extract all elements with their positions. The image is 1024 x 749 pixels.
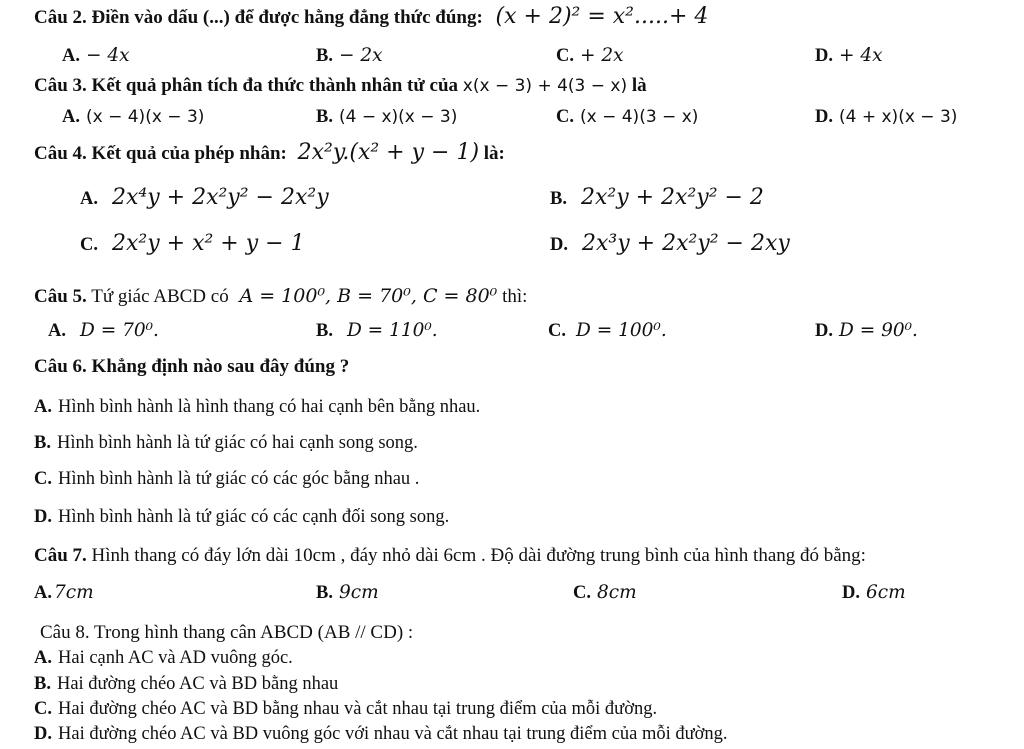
q4-option-d[interactable]: D. 2x³y + 2x²y² − 2xy (550, 231, 790, 256)
q6-option-a[interactable]: A. Hình bình hành là hình thang có hai cạnh bên bằng nhau. (34, 397, 481, 417)
q4-text: Kết quả của phép nhân: (91, 143, 287, 164)
q8-text: Trong hình thang cân ABCD (AB // CD) : (94, 622, 414, 643)
q6-option-b[interactable]: B. Hình bình hành là tứ giác có hai cạnh song song. (34, 433, 418, 453)
q4-label: Câu 4. (34, 143, 87, 164)
q5-option-c[interactable]: C. D = 100⁰. (548, 320, 667, 341)
q2-option-d[interactable]: D. + 4x (815, 45, 883, 66)
q8-option-a[interactable]: A. Hai cạnh AC và AD vuông góc. (34, 648, 293, 668)
q8-option-c[interactable]: C. Hai đường chéo AC và BD bằng nhau và cắt nhau tại trung điểm của mỗi đường. (34, 699, 658, 719)
q7-text: Hình thang có đáy lớn dài 10cm , đáy nhỏ dài 6cm . Độ dài đường trung bình của hình thang đó bằng: (91, 545, 866, 566)
q3-option-a[interactable]: A. (x − 4)(x − 3) (62, 107, 205, 127)
q3-option-d[interactable]: D. (4 + x)(x − 3) (815, 107, 958, 127)
q8-label: Câu 8. (40, 622, 90, 643)
q2-option-a[interactable]: A. − 4x (62, 45, 130, 66)
q7-option-d[interactable]: D. 6cm (842, 582, 906, 603)
q4-tail: là: (483, 143, 505, 164)
q6-option-c[interactable]: C. Hình bình hành là tứ giác có các góc bằng nhau . (34, 469, 420, 489)
q6-option-d[interactable]: D. Hình bình hành là tứ giác có các cạnh đối song song. (34, 507, 450, 527)
q3-option-b[interactable]: B. (4 − x)(x − 3) (316, 107, 458, 127)
q3-option-c[interactable]: C. (x − 4)(3 − x) (556, 107, 699, 127)
question-5 (34, 285, 527, 308)
q3-label: Câu 3. (34, 75, 87, 96)
q2-option-c[interactable]: C. + 2x (556, 45, 624, 66)
q2-text: Điền vào dấu (...) để được hằng đẳng thức đúng: (91, 7, 483, 28)
question-4 (34, 142, 505, 165)
question-3 (34, 75, 647, 97)
question-7 (34, 545, 866, 567)
q7-option-a[interactable]: A. 7cm (34, 582, 94, 603)
q4-expr: 2x²y.(x² + y − 1) (297, 140, 480, 165)
q4-option-c[interactable]: C. 2x²y + x² + y − 1 (80, 231, 305, 256)
q3-tail: là (631, 75, 647, 96)
question-8 (40, 622, 413, 644)
q7-label: Câu 7. (34, 545, 87, 566)
q6-label: Câu 6. (34, 356, 87, 377)
q8-option-d[interactable]: D. Hai đường chéo AC và BD vuông góc với nhau và cắt nhau tại trung điểm của mỗi đường. (34, 724, 728, 744)
q5-option-b[interactable]: B. D = 110⁰. (316, 320, 438, 341)
question-6 (34, 356, 349, 378)
q5-option-d[interactable]: D. D = 90⁰. (815, 320, 918, 341)
q8-option-b[interactable]: B. Hai đường chéo AC và BD bằng nhau (34, 674, 339, 694)
q2-label: Câu 2. (34, 7, 87, 28)
q5-label: Câu 5. (34, 286, 87, 307)
q3-expr: x(x − 3) + 4(3 − x) (462, 76, 628, 96)
q2-expr: (x + 2)² = x².....+ 4 (495, 4, 709, 29)
q4-option-b[interactable]: B. 2x²y + 2x²y² − 2 (550, 185, 764, 210)
q7-option-b[interactable]: B. 9cm (316, 582, 379, 603)
q2-option-b[interactable]: B. − 2x (316, 45, 383, 66)
q7-option-c[interactable]: C. 8cm (573, 582, 637, 603)
q5-expr: A = 100⁰, B = 70⁰, C = 80⁰ (239, 285, 498, 307)
q3-text: Kết quả phân tích đa thức thành nhân tử của (91, 75, 459, 96)
question-2 (34, 6, 708, 29)
q5-text: Tứ giác ABCD có (91, 286, 229, 307)
q5-option-a[interactable]: A. D = 70⁰. (48, 320, 159, 341)
q5-tail: thì: (502, 286, 528, 307)
q4-option-a[interactable]: A. 2x⁴y + 2x²y² − 2x²y (80, 185, 329, 210)
q6-text: Khẳng định nào sau đây đúng ? (91, 356, 350, 377)
